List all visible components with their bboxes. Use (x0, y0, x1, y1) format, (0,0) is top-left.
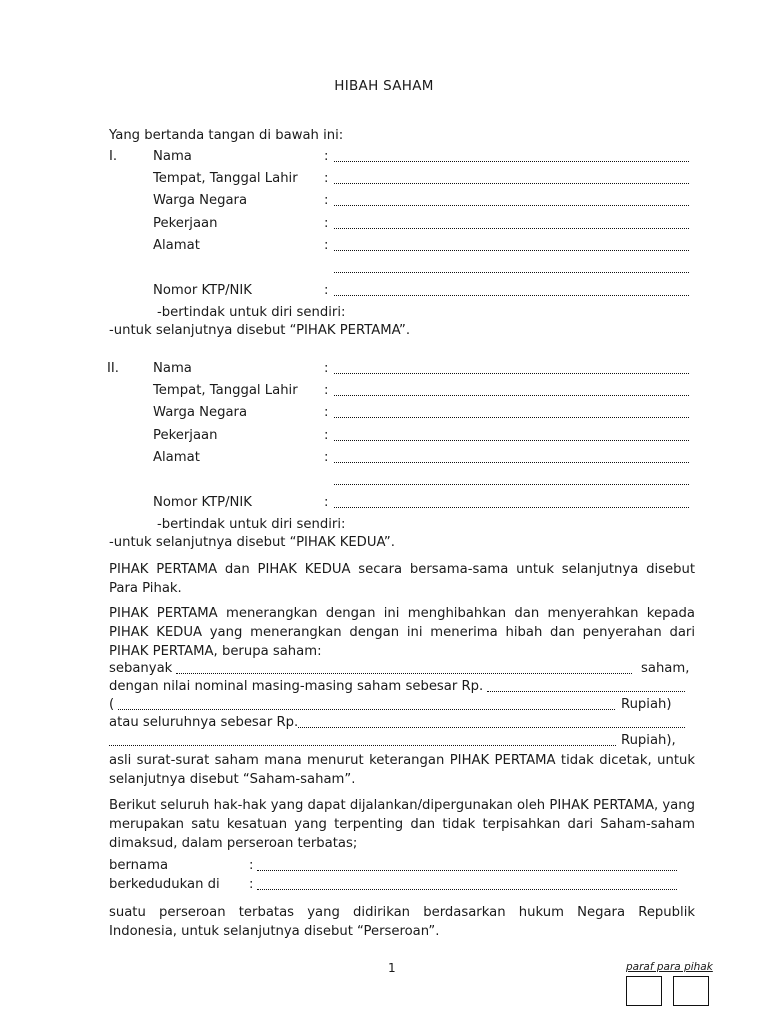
party1-field-label: Nomor KTP/NIK (153, 283, 252, 298)
shares-count-blank[interactable] (176, 673, 632, 674)
party1-field-label: Pekerjaan (153, 216, 218, 231)
party2-field-blank[interactable] (334, 462, 689, 463)
party2-field-blank[interactable] (334, 373, 689, 374)
party2-field-label: Pekerjaan (153, 428, 218, 443)
party1-field-label: Warga Negara (153, 193, 248, 208)
shares-rupiah2-label: Rupiah), (621, 733, 676, 748)
shares-total-label: atau seluruhnya sebesar Rp. (109, 715, 299, 730)
document-title: HIBAH SAHAM (334, 78, 434, 94)
party2-field-colon: : (324, 405, 329, 420)
party1-field-blank[interactable] (334, 250, 689, 251)
paragraph-para-pihak: PIHAK PERTAMA dan PIHAK KEDUA secara bersama-sama untuk selanjutnya disebut Para Pihak. (109, 562, 695, 596)
shares-nominal-words-blank[interactable] (118, 709, 615, 710)
shares-total-words-blank[interactable] (109, 745, 616, 746)
paraf-label: paraf para pihak (626, 961, 713, 973)
shares-nominal-label: dengan nilai nominal masing-masing saham sebesar Rp. (109, 679, 484, 694)
party1-field-colon: : (324, 193, 329, 208)
shares-saham-label: saham, (641, 661, 690, 676)
party1-field-blank[interactable] (334, 183, 689, 184)
paraf-box-2[interactable] (673, 976, 709, 1006)
party1-field-label: Tempat, Tanggal Lahir (153, 171, 298, 186)
party2-field-label: Tempat, Tanggal Lahir (153, 383, 298, 398)
party1-field-blank[interactable] (334, 228, 689, 229)
shares-total-blank[interactable] (298, 727, 685, 728)
party1-field-label: Alamat (153, 238, 200, 253)
company-domicile-blank[interactable] (257, 889, 677, 890)
party1-numeral: I. (109, 149, 118, 164)
shares-open-paren: ( (109, 697, 115, 712)
party2-field-colon: : (324, 495, 329, 510)
party2-field-colon: : (324, 383, 329, 398)
shares-sebanyak-label: sebanyak (109, 661, 173, 676)
party1-field-colon: : (324, 171, 329, 186)
party2-acting: -bertindak untuk diri sendiri: (157, 517, 346, 532)
party2-field-label: Alamat (153, 450, 200, 465)
company-name-label: bernama (109, 858, 169, 873)
paragraph-company: suatu perseroan terbatas yang didirikan berdasarkan hukum Negara Republik Indonesia, untuk selanjutnya disebut “Perseroan”. (109, 905, 695, 939)
shares-nominal-blank[interactable] (487, 691, 685, 692)
company-name-colon: : (249, 858, 254, 873)
party1-field-label: Nama (153, 149, 192, 164)
paragraph-certificates: asli surat-surat saham mana menurut keterangan PIHAK PERTAMA tidak dicetak, untuk selanjutnya disebut “Saham-saham”. (109, 753, 695, 787)
shares-rupiah-label: Rupiah) (621, 697, 672, 712)
party2-field-blank[interactable] (334, 440, 689, 441)
company-domicile-colon: : (249, 877, 254, 892)
party2-field-blank[interactable] (334, 507, 689, 508)
company-name-blank[interactable] (257, 870, 677, 871)
party1-field-colon: : (324, 216, 329, 231)
party1-field-blank[interactable] (334, 161, 689, 162)
party1-called: -untuk selanjutnya disebut “PIHAK PERTAMA”. (109, 323, 411, 338)
party2-field-label: Warga Negara (153, 405, 248, 420)
party1-address-continuation-blank[interactable] (334, 272, 689, 273)
party1-field-colon: : (324, 149, 329, 164)
intro-text: Yang bertanda tangan di bawah ini: (109, 128, 344, 143)
party2-field-colon: : (324, 428, 329, 443)
party2-field-colon: : (324, 450, 329, 465)
company-domicile-label: berkedudukan di (109, 877, 220, 892)
paragraph-rights: Berikut seluruh hak-hak yang dapat dijalankan/dipergunakan oleh PIHAK PERTAMA, yang merupakan satu kesatuan yang terpenting dan tidak terpisahkan dari Saham-saham dimaksud, dalam perseroan terbatas; (109, 798, 695, 851)
party2-field-blank[interactable] (334, 417, 689, 418)
party2-address-continuation-blank[interactable] (334, 484, 689, 485)
party1-field-colon: : (324, 283, 329, 298)
party1-field-blank[interactable] (334, 295, 689, 296)
party2-called: -untuk selanjutnya disebut “PIHAK KEDUA”. (109, 535, 395, 550)
party2-field-label: Nomor KTP/NIK (153, 495, 252, 510)
party2-numeral: II. (107, 361, 119, 376)
party1-field-colon: : (324, 238, 329, 253)
party1-acting: -bertindak untuk diri sendiri: (157, 305, 346, 320)
party2-field-colon: : (324, 361, 329, 376)
paragraph-grant: PIHAK PERTAMA menerangkan dengan ini menghibahkan dan menyerahkan kepada PIHAK KEDUA yang menerangkan dengan ini menerima hibah dan penyerahan dari PIHAK PERTAMA, berupa saham: (109, 606, 695, 659)
party1-field-blank[interactable] (334, 205, 689, 206)
party2-field-label: Nama (153, 361, 192, 376)
page-number: 1 (388, 961, 396, 975)
party2-field-blank[interactable] (334, 395, 689, 396)
paraf-box-1[interactable] (626, 976, 662, 1006)
